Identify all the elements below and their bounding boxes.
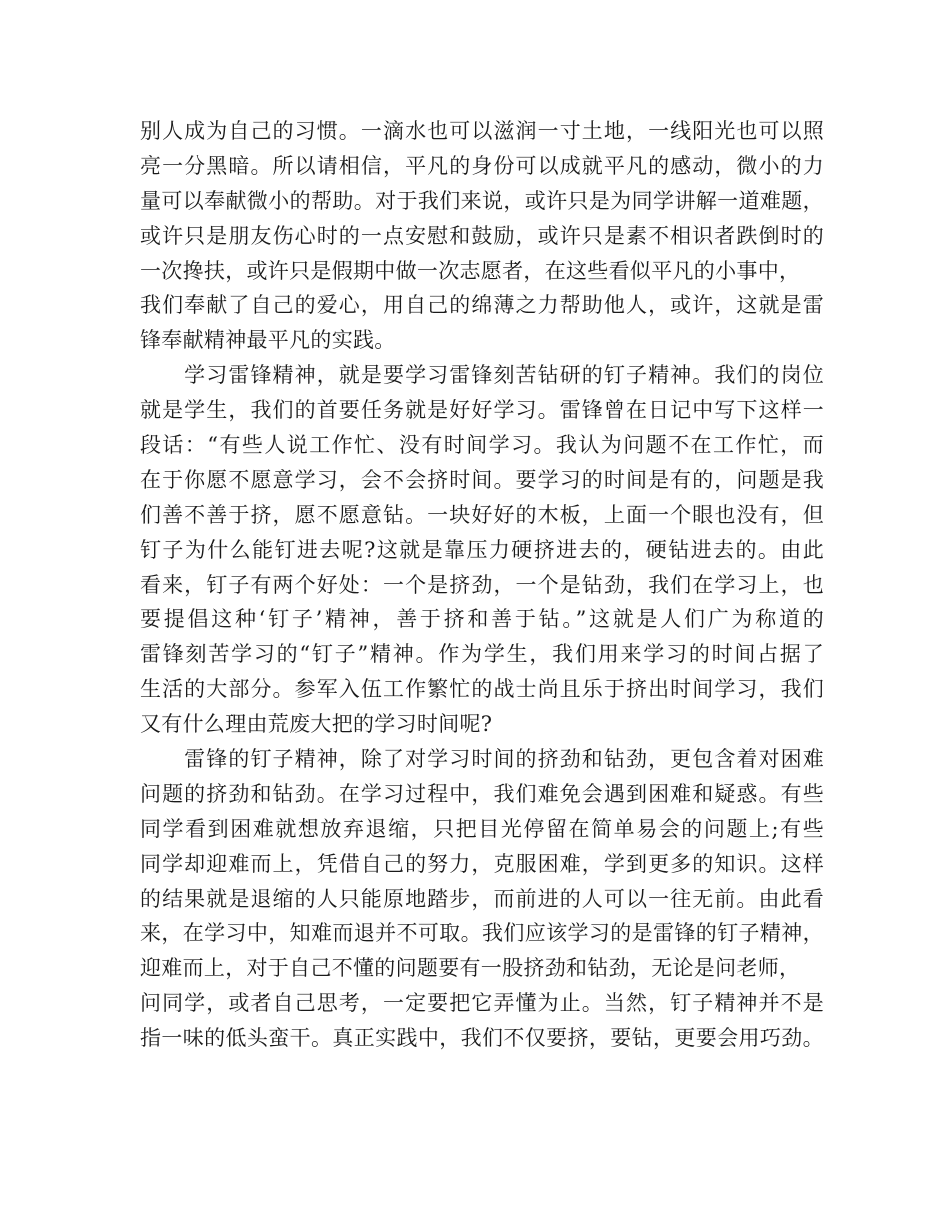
text-line: 雷锋刻苦学习的“钉子”精神。作为学生，我们用来学习的时间占据了 (140, 642, 824, 667)
text-line: 学习雷锋精神，就是要学习雷锋刻苦钻研的钉子精神。我们的岗位 (140, 363, 824, 388)
text-line: 生活的大部分。参军入伍工作繁忙的战士尚且乐于挤出时间学习，我们 (140, 677, 824, 702)
text-line: 我们奉献了自己的爱心，用自己的绵薄之力帮助他人，或许，这就是雷 (140, 293, 824, 318)
text-line: 看来，钉子有两个好处：一个是挤劲，一个是钻劲，我们在学习上，也 (140, 572, 824, 597)
text-line: 问同学，或者自己思考，一定要把它弄懂为止。当然，钉子精神并不是 (140, 991, 824, 1016)
text-line: 的结果就是退缩的人只能原地踏步，而前进的人可以一往无前。由此看 (140, 886, 824, 911)
text-line: 别人成为自己的习惯。一滴水也可以滋润一寸土地，一线阳光也可以照 (140, 119, 824, 143)
text-line: 量可以奉献微小的帮助。对于我们来说，或许只是为同学讲解一道难题， (140, 188, 824, 213)
text-line: 指一味的低头蛮干。真正实践中，我们不仅要挤，要钻，更要会用巧劲。 (140, 1026, 824, 1051)
text-line: 雷锋的钉子精神，除了对学习时间的挤劲和钻劲，更包含着对困难 (140, 747, 824, 772)
text-line: 一次搀扶，或许只是假期中做一次志愿者，在这些看似平凡的小事中， (140, 258, 801, 283)
text-line: 或许只是朋友伤心时的一点安慰和鼓励，或许只是素不相识者跌倒时的 (140, 223, 824, 248)
text-line: 锋奉献精神最平凡的实践。 (140, 328, 396, 353)
text-line: 就是学生，我们的首要任务就是好好学习。雷锋曾在日记中写下这样一 (140, 398, 824, 423)
text-line: 钉子为什么能钉进去呢?这就是靠压力硬挤进去的，硬钻进去的。由此 (140, 537, 824, 562)
text-line: 同学却迎难而上，凭借自己的努力，克服困难，学到更多的知识。这样 (140, 851, 824, 876)
text-line: 来，在学习中，知难而退并不可取。我们应该学习的是雷锋的钉子精神， (140, 921, 824, 946)
text-line: 亮一分黑暗。所以请相信，平凡的身份可以成就平凡的感动，微小的力 (140, 153, 824, 178)
text-line: 迎难而上，对于自己不懂的问题要有一股挤劲和钻劲，无论是问老师， (140, 956, 801, 981)
text-line: 要提倡这种‘钉子’精神，善于挤和善于钻。”这就是人们广为称道的 (140, 607, 824, 632)
text-line: 问题的挤劲和钻劲。在学习过程中，我们难免会遇到困难和疑惑。有些 (140, 781, 824, 806)
text-line: 又有什么理由荒废大把的学习时间呢? (140, 712, 493, 737)
text-line: 段话：“有些人说工作忙、没有时间学习。我认为问题不在工作忙，而 (140, 433, 824, 458)
document-page (140, 114, 824, 1056)
text-line: 在于你愿不愿意学习，会不会挤时间。要学习的时间是有的，问题是我 (140, 467, 824, 492)
text-line: 同学看到困难就想放弃退缩，只把目光停留在简单易会的问题上;有些 (140, 816, 824, 841)
text-line: 们善不善于挤，愿不愿意钻。一块好好的木板，上面一个眼也没有，但 (140, 502, 824, 527)
